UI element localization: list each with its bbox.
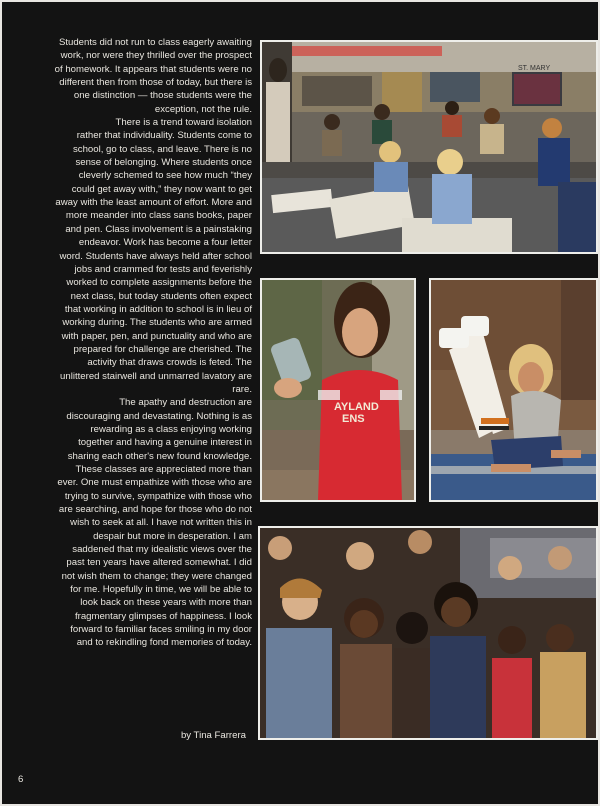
- author-byline: by Tina Farrera: [180, 730, 246, 741]
- classroom-photo: [260, 40, 598, 254]
- essay-paragraph-3: The apathy and destruction are discouraging and devastating. Nothing is as rewarding as a class enjoying working together and having a genuine interest in sharing each other's new found knowledge. These classes are appreciated more than ever. One must empathize with those who are trying to survive, sympathize with those who are searching, and hope for those who do not wish to seek at all. I have not written this in despair but more in desperation. I am saddened that my idealistic views over the past ten years have altered somewhat. I did not wish them to change; they were changed for me. Hopefully in time, we will be able to look back on these years with more than fragmentary glimpses of happiness. I look forward to familiar faces smiling in my door and to rekindling fond memories of today.: [57, 397, 252, 649]
- crowd-photo: [258, 526, 598, 740]
- jar-student-photo: [260, 278, 416, 502]
- yearbook-page: [2, 2, 598, 804]
- shirt-text-2: ENS: [342, 413, 365, 425]
- page-number: 6: [18, 774, 24, 785]
- essay-paragraph-2: There is a trend toward isolation rather that individuality. Students come to school, go to class, and leave. There is no sense of belonging. Where students once cleverly schemed to see how much “they could get away with,” they now want to get away with the least amount of effort. More and more meander into class sans books, paper and pen. Class involvement is a painstaking endeavor. Work has become a four letter word. Students have always held after school jobs and crammed for tests and feverishly worked to complete assignments before the next class, but today students often expect that working in addition to school is in lieu of working during. The students who are armed with paper, pen, and punctuality and who are prepared for challenge are cherished. The activity that draws crowds is feted. The unlittered stairwell and unmarred lavatory are rare.: [55, 117, 252, 395]
- essay-paragraph-1: Students did not run to class eagerly awaiting work, nor were they thrilled over the prospect of homework. It appears that students were no different then from those of today, but there is one distinction — those students were the exception, not the rule.: [54, 37, 252, 115]
- essay-text: [54, 36, 252, 650]
- shirt-text-1: AYLAND: [334, 401, 379, 413]
- cheerleader-photo: [429, 278, 598, 502]
- board-text: ST. MARY: [518, 65, 551, 72]
